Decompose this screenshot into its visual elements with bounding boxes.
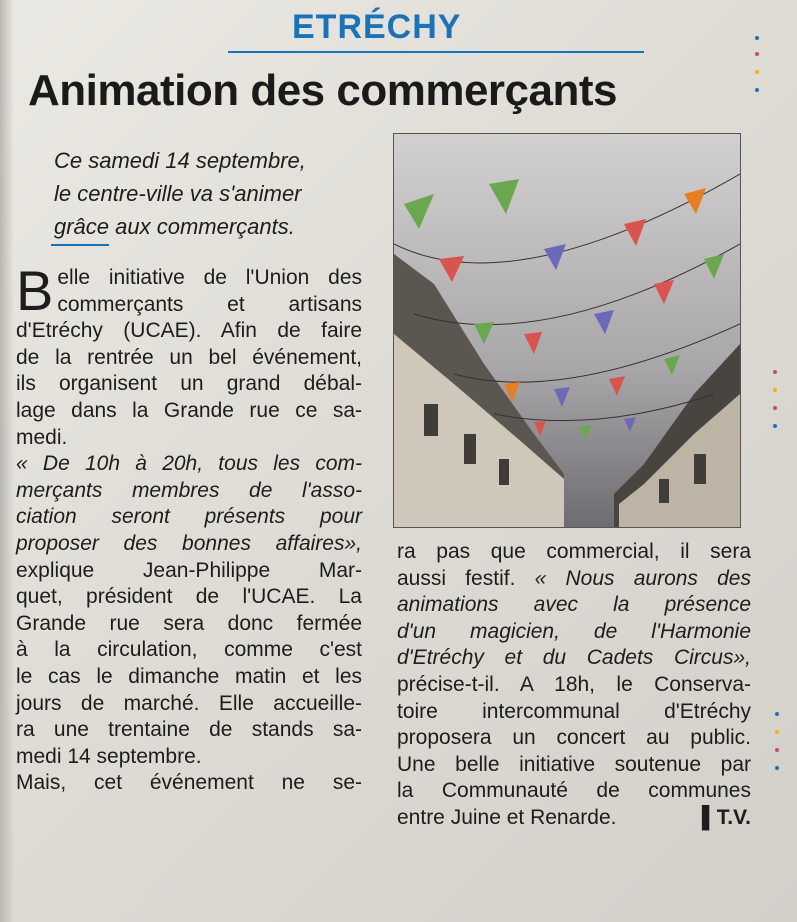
quote-line: d'un magicien, de l'Harmonie [397,619,751,643]
body-line: quet, président de l'UCAE. La [16,585,362,609]
body-line: elle initiative de l'Union des [57,266,362,289]
lead-underline [51,244,109,246]
body-line: proposera un concert au public. [397,726,751,750]
margin-dot [775,748,779,752]
lead-line: Ce samedi 14 septembre, [54,148,306,173]
quote-line: « De 10h à 20h, tous les com- [16,452,362,476]
body-line: jours de marché. Elle accueille- [16,691,362,715]
margin-dot [775,712,779,716]
margin-dot [773,424,777,428]
body-line: commerçants et artisans [57,292,362,316]
body-line: à la circulation, comme c'est [16,638,362,662]
body-fragment: entre Juine et Renarde. [397,805,617,829]
section-town-name: ETRÉCHY [292,8,462,46]
body-line: le cas le dimanche matin et les [16,664,362,688]
margin-dot [755,88,759,92]
body-fragment: aussi festif. [397,566,535,590]
lead-line: le centre-ville va s'animer [54,181,302,206]
window [464,434,476,464]
body-line: explique Jean-Philippe Mar- [16,558,362,582]
author-signature: ▌T.V. [701,805,751,829]
drop-cap: B [16,259,54,322]
window [424,404,438,436]
margin-dot [773,370,777,374]
article-lead [54,144,374,243]
article-column-1 [16,259,362,797]
body-line-mixed [397,566,751,593]
quote-line: ciation seront présents pour [16,505,362,529]
body-line: ra pas que commercial, il sera [397,540,751,563]
body-line: précise-t-il. A 18h, le Conserva- [397,672,751,696]
quote-line: d'Etréchy et du Cadets Circus», [397,646,751,670]
body-line: lage dans la Grande rue ce sa- [16,398,362,422]
quote-line: animations avec la présence [397,593,751,617]
body-line: d'Etréchy (UCAE). Afin de faire [16,319,362,343]
body-line: la Communauté de communes [397,779,751,803]
body-line: medi. [16,425,68,449]
window [499,459,509,485]
quote-fragment: « Nous aurons des [534,566,751,590]
article-headline: Animation des commerçants [28,66,617,115]
body-line: de la rentrée un bel événement, [16,345,362,369]
body-line: Mais, cet événement ne se- [16,771,362,795]
section-rule [228,51,644,53]
window [659,479,669,503]
margin-dot [773,388,777,392]
closing-line [397,805,751,832]
margin-dot [755,52,759,56]
margin-dot [775,730,779,734]
body-line: Grande rue sera donc fermée [16,611,362,635]
margin-dot [755,70,759,74]
article-column-2 [397,539,751,832]
lead-line: grâce aux commerçants. [54,214,295,239]
body-line: ils organisent un grand débal- [16,372,362,396]
body-line: ra une trentaine de stands sa- [16,718,362,742]
margin-dot [775,766,779,770]
body-line: medi 14 septembre. [16,744,202,768]
window [694,454,706,484]
bunting-street-photo [393,133,741,528]
body-line: Une belle initiative soutenue par [397,752,751,776]
margin-dots [745,30,785,910]
quote-line: merçants membres de l'asso- [16,478,362,502]
margin-dot [755,36,759,40]
body-line: toire intercommunal d'Etréchy [397,699,751,723]
margin-dot [773,406,777,410]
quote-line: proposer des bonnes affaires», [16,531,362,555]
page-edge-shadow [0,0,14,922]
